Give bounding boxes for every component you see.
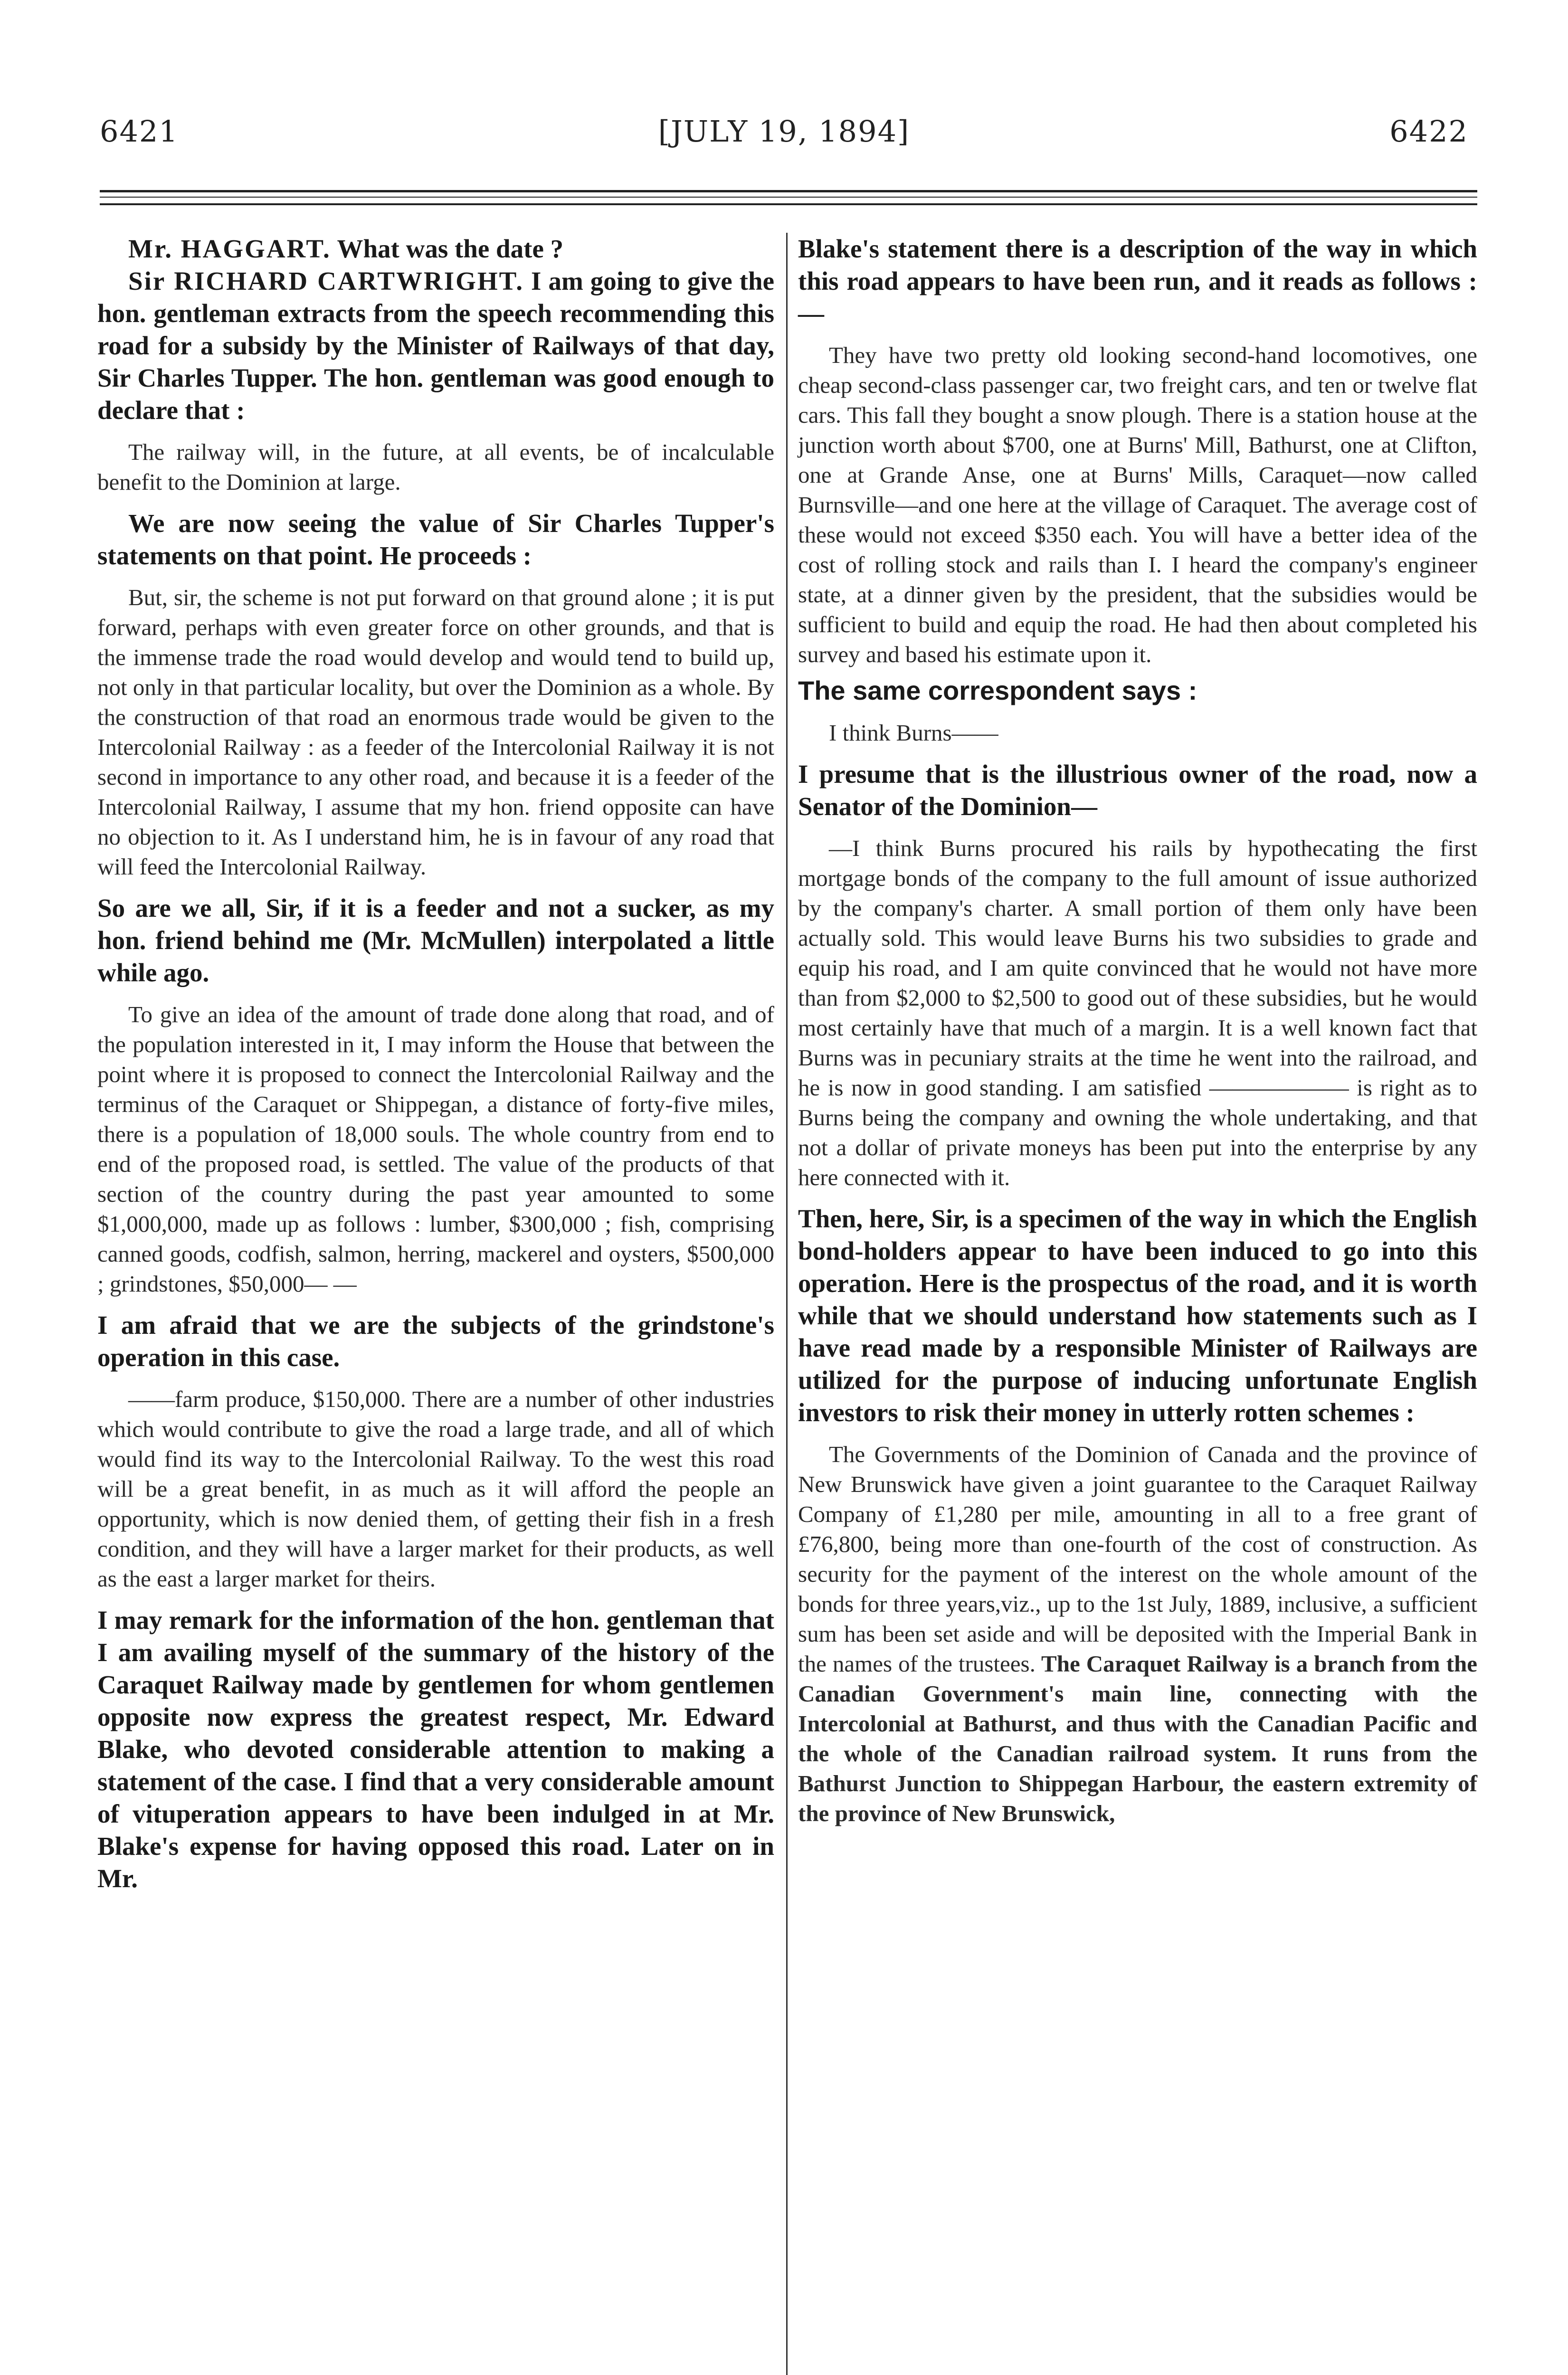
speech-paragraph: I am afraid that we are the subjects of the grindstone's operation in this case. <box>97 1311 774 1372</box>
prospectus-text: The Governments of the Dominion of Canada and the province of New Brunswick have given a joint guarantee to the Caraquet Railway Company of £1,280 per mile, amounting in all to a free grant of £76,800, being more than one-fourth of the cost of construction. As security for the payment of the interest on the whole amount of the bonds for three years,viz., up to the 1st July, 1889, inclusive, a sufficient sum has been set aside and will be deposited with the Imperial Bank in the names of the trustees. <box>798 1441 1477 1677</box>
left-column <box>97 233 774 1895</box>
header-rule-top <box>100 190 1477 192</box>
quoted-passage: But, sir, the scheme is not put forward on that ground alone ; it is put forward, perhaps with even greater force on other grounds, and that is the immense trade the road would develop and would tend to build up, not only in that particular locality, but over the Dominion as a whole. By the construction of that road an enormous trade would be given to the Intercolonial Railway : as a feeder of the Intercolonial Railway it is not second in importance to any other road, and because it is a feeder of the Intercolonial Railway, I assume that my hon. friend opposite can have no objection to it. As I understand him, he is in favour of any road that will feed the Intercolonial Railway. <box>97 584 774 880</box>
speech-cartwright <box>97 265 774 427</box>
section-heading: The same correspondent says : <box>798 675 1197 705</box>
right-page-number: 6422 <box>1389 114 1468 149</box>
header-rule-middle <box>100 197 1477 198</box>
page-date: [JULY 19, 1894] <box>658 114 910 149</box>
quoted-passage: They have two pretty old looking second-hand locomotives, one cheap second-class passenger car, two freight cars, and ten or twelve flat cars. This fall they bought a snow plough. There is a station house at the junction worth about $700, one at Burns' Mill, Bathurst, one at Clifton, one at Grande Anse, one at Burns' Mills, Caraquet—now called Burnsville—and one here at the village of Caraquet. The average cost of these would not exceed $350 each. You will have a better idea of the cost of rolling stock and rails than I. I heard the company's engineer state, at a dinner given by the president, that the subsidies would be sufficient to build and equip the road. He had then about completed his survey and based his estimate upon it. <box>798 342 1477 667</box>
speech-paragraph: Blake's statement there is a description of the way in which this road appears to have been run, and it reads as follows :— <box>798 234 1477 328</box>
quoted-passage: I think Burns—— <box>829 720 998 746</box>
right-column <box>798 233 1477 1828</box>
prospectus-text-bold: The Caraquet Railway is a branch from the Canadian Government's main line, connecting with the Intercolonial at Bathurst, and thus with the Canadian Pacific and the whole of the Canadian railroad system. It runs from the Bathurst Junction to Shippegan Harbour, the eastern extremity of the province of New Brunswick, <box>798 1651 1477 1826</box>
speech-paragraph: Then, here, Sir, is a specimen of the way in which the English bond-holders appear to have been induced to go into this operation. Here is the prospectus of the road, and it is worth while that we should understand how statements such as I have read made by a responsible Minister of Railways are utilized for the purpose of inducing unfortunate English investors to risk their money in utterly rotten schemes : <box>798 1204 1477 1427</box>
left-page-number: 6421 <box>100 114 179 149</box>
quoted-passage: ——farm produce, $150,000. There are a number of other industries which would contribute to give the road a large trade, and all of which would find its way to the Intercolonial Railway. To the west this road will be a great benefit, in as much as it will afford the people an opportunity, which is now denied them, of getting their fish in a fresh condition, and they will have a larger market for their products, as well as the east a larger market for theirs. <box>97 1386 774 1592</box>
speech-paragraph: I may remark for the information of the hon. gentleman that I am availing myself of the summary of the history of the Caraquet Railway made by gentlemen for whom gentlemen opposite now express the greatest respect, Mr. Edward Blake, who devoted considerable attention to making a statement of the case. I find that a very considerable amount of vituperation appears to have been indulged in at Mr. Blake's expense for having opposed this road. Later on in Mr. <box>97 1606 774 1893</box>
speech-paragraph: I presume that is the illustrious owner of the road, now a Senator of the Dominion— <box>798 760 1477 821</box>
quoted-passage: —I think Burns procured his rails by hypothecating the first mortgage bonds of the company to the full amount of issue authorized by the company's charter. A small portion of them only have been actually sold. This would leave Burns his two subsidies to grade and equip his road, and I am quite convinced that he would not have more than from $2,000 to $2,500 to good out of these subsidies, but he would most certainly have that much of a margin. It is a well known fact that Burns was in pecuniary straits at the time he went into the railroad, and he is now in good standing. I am satisfied —————— is right as to Burns being the company and owning the whole undertaking, and that not a dollar of private moneys has been put into the enterprise by any here connected with it. <box>798 835 1477 1190</box>
speech-haggart <box>97 233 774 265</box>
speech-text: What was the date ? <box>331 234 564 263</box>
quoted-passage: To give an idea of the amount of trade done along that road, and of the population interested in it, I may inform the House that between the point where it is proposed to connect the Intercolonial Railway and the terminus of the Caraquet or Shippegan, a distance of forty-five miles, there is a population of 18,000 souls. The whole country from end to end of the proposed road, is settled. The value of the products of that section of the country during the past year amounted to some $1,000,000, made up as follows : lumber, $300,000 ; fish, comprising canned goods, codfish, salmon, herring, mackerel and oysters, $500,000 ; grindstones, $50,000— — <box>97 1001 774 1297</box>
column-divider <box>786 233 788 2375</box>
quoted-passage <box>798 1439 1477 1828</box>
speech-text: I am going to give the hon. gentleman extracts from the speech recommending this road for a subsidy by the Minister of Railways of that day, Sir Charles Tupper. The hon. gentleman was good enough to declare that : <box>97 266 774 425</box>
speech-paragraph: So are we all, Sir, if it is a feeder and not a sucker, as my hon. friend behind me (Mr. McMullen) interpolated a little while ago. <box>97 893 774 987</box>
header-rule-bottom <box>100 203 1477 205</box>
speech-paragraph: We are now seeing the value of Sir Charles Tupper's statements on that point. He proceeds : <box>97 509 774 570</box>
speaker-name: Sir RICHARD CARTWRIGHT. <box>128 266 524 295</box>
quoted-passage: The railway will, in the future, at all events, be of incalculable benefit to the Dominion at large. <box>97 439 774 495</box>
speaker-name: Mr. HAGGART. <box>128 234 331 263</box>
